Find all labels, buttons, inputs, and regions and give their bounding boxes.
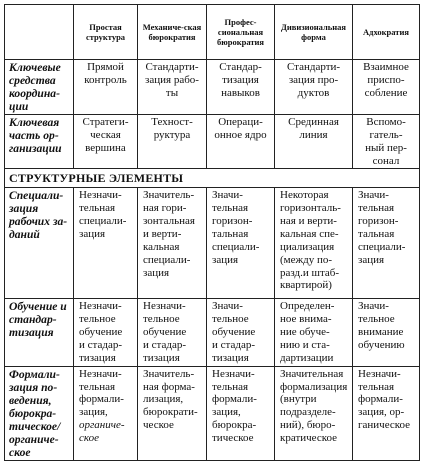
cell-line: (между по- — [280, 253, 333, 266]
cell-line: Значи- — [212, 189, 243, 202]
cell-line: специали- — [212, 240, 260, 253]
cell-line: Стандарти- — [145, 61, 199, 73]
cell-line: ная и верти- — [280, 215, 337, 228]
cell-line: зация — [79, 227, 106, 240]
table-cell — [207, 366, 275, 460]
cell-line: ная гори- — [143, 202, 187, 215]
table-cell — [138, 60, 207, 115]
cell-line: зация рабо- — [145, 73, 199, 86]
row-label — [5, 299, 74, 366]
cell-line: Незначи- — [358, 367, 401, 380]
cell-line: горизон- — [212, 215, 253, 228]
cell-line: горизон- — [358, 215, 399, 228]
cell-line: внимание — [358, 326, 404, 339]
cell-line: кальная — [143, 240, 180, 253]
row-label-line: Ключевые — [9, 61, 61, 74]
table-cell — [353, 366, 420, 460]
row-label-line: зация по- — [9, 380, 58, 394]
cell-line: навыков — [221, 86, 260, 99]
cell-line: тальная — [212, 227, 249, 240]
row-label — [5, 188, 74, 299]
row-label — [5, 366, 74, 460]
cell-line: формализация — [280, 380, 348, 393]
cell-line: обучение — [212, 326, 256, 339]
cell-line: вершина — [85, 141, 126, 154]
table-cell — [207, 60, 275, 115]
cell-line: дартизации — [280, 351, 334, 364]
cell-line: ние обуче- — [280, 326, 330, 339]
cell-line: обучение — [79, 326, 123, 339]
row-label-line: Специали- — [9, 189, 64, 203]
cell-line: ная форма- — [143, 380, 195, 393]
cell-line: обучение — [143, 326, 187, 339]
table-cell — [74, 299, 138, 366]
cell-line: ное внима- — [280, 313, 332, 326]
table-cell — [275, 60, 353, 115]
table-cell — [353, 114, 420, 168]
cell-line: тельная — [212, 380, 249, 393]
cell-line: кальная спе- — [280, 227, 339, 240]
row-label-line: даний — [9, 228, 40, 242]
row-label-line: ции — [9, 99, 29, 113]
cell-line: Незначи- — [79, 189, 122, 202]
cell-line: приспо- — [367, 73, 405, 86]
cell-line: специали- — [143, 253, 191, 266]
table-cell — [138, 188, 207, 299]
cell-line: Незначи- — [79, 300, 122, 313]
cell-line: Некоторая — [280, 189, 329, 202]
row-label-line: бюрокра- — [9, 406, 57, 420]
cell-line: тизация — [222, 73, 259, 86]
header-row — [5, 5, 420, 60]
cell-line: зация про- — [288, 73, 339, 86]
row-label-line: стандар- — [9, 313, 57, 327]
row-label-line: Формали- — [9, 367, 60, 381]
cell-line: формали- — [212, 393, 257, 406]
table-row — [5, 188, 420, 299]
cell-line: разд.и штаб- — [280, 266, 340, 279]
row-label-line: координа- — [9, 86, 60, 100]
table-row — [5, 114, 420, 168]
cell-line: обучению — [358, 338, 405, 351]
cell-line: Значи- — [358, 189, 389, 202]
table-cell — [275, 299, 353, 366]
cell-line: Стратеги- — [82, 115, 129, 128]
cell-line: органиче- — [79, 419, 125, 432]
organization-structures-table — [4, 4, 420, 461]
cell-line: тельное — [212, 313, 249, 326]
cell-line: бюрокра- — [212, 419, 257, 432]
table-cell — [138, 299, 207, 366]
cell-line: (внутри — [280, 393, 317, 406]
cell-line: зация — [358, 253, 385, 266]
table-cell — [207, 299, 275, 366]
row-label-line: ское — [9, 445, 31, 459]
cell-line: собление — [364, 86, 408, 99]
cell-line: руктура — [153, 128, 191, 141]
table-row — [5, 60, 420, 115]
cell-line: и стадар- — [212, 338, 255, 351]
row-label-line: ганизации — [9, 141, 62, 155]
row-label — [5, 114, 74, 168]
cell-line: ческая — [90, 128, 121, 141]
cell-line: нию и ста- — [280, 338, 330, 351]
table-cell — [138, 114, 207, 168]
table-cell — [74, 114, 138, 168]
cell-line: Значитель- — [143, 189, 195, 202]
cell-line: тизация — [143, 351, 180, 364]
header-divisional-form: Дивизиональная форма — [275, 5, 353, 60]
cell-line: тизация — [212, 351, 249, 364]
cell-line: Незначи- — [79, 367, 122, 380]
table-cell — [74, 366, 138, 460]
cell-line: лизация, — [143, 393, 184, 406]
table-cell — [207, 188, 275, 299]
cell-line: ческое — [143, 419, 174, 432]
cell-line: квартирой) — [280, 279, 332, 292]
cell-line: ское — [79, 431, 99, 444]
cell-line: сонал — [372, 154, 400, 167]
cell-line: зация — [212, 253, 239, 266]
row-label-line: рабочих за- — [9, 215, 68, 229]
table-cell — [275, 114, 353, 168]
cell-line: ты — [165, 86, 179, 99]
cell-line: Срединная — [288, 115, 339, 128]
cell-line: онное ядро — [214, 128, 267, 141]
section-title: СТРУКТУРНЫЕ ЭЛЕМЕНТЫ — [5, 169, 420, 188]
cell-line: тизация — [79, 351, 116, 364]
cell-line: зонтальная — [143, 215, 195, 228]
cell-line: ганическое — [358, 419, 411, 432]
cell-line: Операци- — [218, 115, 263, 128]
cell-line: Значи- — [212, 300, 243, 313]
table-row — [5, 299, 420, 366]
cell-line: формали- — [79, 393, 124, 406]
section-row — [5, 169, 420, 188]
cell-line: специали- — [358, 240, 406, 253]
cell-line: Значитель- — [143, 367, 195, 380]
cell-line: зация, ор- — [358, 406, 405, 419]
table-cell — [353, 188, 420, 299]
row-label-line: Обучение и — [9, 300, 67, 314]
header-machine-bureaucracy: Механиче-ская бюрократия — [138, 5, 207, 60]
table-cell — [74, 60, 138, 115]
cell-line: ний), бюро- — [280, 419, 336, 432]
cell-line: Значи- — [358, 300, 389, 313]
cell-line: ный пер- — [365, 141, 407, 154]
cell-line: зация — [143, 266, 170, 279]
header-professional-bureaucracy: Профес-сиональная бюрократия — [207, 5, 275, 60]
row-label-line: часть ор- — [9, 128, 59, 142]
header-adhocracy: Адхократия — [353, 5, 420, 60]
cell-line: формали- — [358, 393, 403, 406]
cell-line: бюрократи- — [143, 406, 198, 419]
cell-line: и верти- — [143, 227, 182, 240]
cell-line: тельное — [358, 313, 395, 326]
cell-line: Значительная — [280, 367, 344, 380]
cell-line: и стадар- — [79, 338, 122, 351]
cell-line: Вспомо- — [366, 115, 406, 128]
cell-line: тальная — [358, 227, 395, 240]
cell-line: Стандар- — [219, 61, 262, 73]
cell-line: подразделе- — [280, 406, 336, 419]
table-row — [5, 366, 420, 460]
cell-line: тельная — [79, 380, 116, 393]
row-label — [5, 60, 74, 115]
header-corner — [5, 5, 74, 60]
table-cell — [275, 188, 353, 299]
cell-line: Определен- — [280, 300, 335, 313]
row-label-line: зация — [9, 202, 39, 216]
cell-line: зация, — [79, 406, 108, 419]
cell-line: тельная — [358, 380, 395, 393]
cell-line: и стадар- — [143, 338, 186, 351]
cell-line: Стандарти- — [286, 61, 341, 73]
cell-line: Незначи- — [212, 367, 255, 380]
cell-line: гатель- — [369, 128, 403, 141]
row-label-line: тическое/ — [9, 419, 61, 433]
cell-line: тельная — [79, 202, 116, 215]
row-label-line: органиче- — [9, 432, 59, 446]
table-cell — [138, 366, 207, 460]
row-label-line: тизация — [9, 326, 54, 340]
cell-line: циализация — [280, 240, 335, 253]
header-simple-structure: Простая структура — [74, 5, 138, 60]
cell-line: линия — [299, 128, 328, 141]
table-cell — [275, 366, 353, 460]
table-cell — [74, 188, 138, 299]
page — [4, 4, 419, 461]
cell-line: тическое — [212, 431, 254, 444]
cell-line: дуктов — [297, 86, 330, 99]
cell-line: тельное — [143, 313, 180, 326]
cell-line: зация, — [212, 406, 241, 419]
cell-line: тельное — [79, 313, 116, 326]
cell-line: горизонталь- — [280, 202, 341, 215]
table-cell — [207, 114, 275, 168]
cell-line: кратическое — [280, 431, 338, 444]
table-cell — [353, 60, 420, 115]
table-cell — [353, 299, 420, 366]
row-label-line: ведения, — [9, 393, 52, 407]
cell-line: Прямой — [87, 61, 124, 73]
cell-line: Незначи- — [143, 300, 186, 313]
cell-line: контроль — [84, 73, 127, 86]
row-label-line: Ключевая — [9, 115, 60, 129]
cell-line: тельная — [358, 202, 395, 215]
cell-line: специали- — [79, 215, 127, 228]
row-label-line: средства — [9, 73, 56, 87]
cell-line: Взаимное — [363, 61, 409, 73]
cell-line: Техност- — [151, 115, 193, 128]
cell-line: тельная — [212, 202, 249, 215]
